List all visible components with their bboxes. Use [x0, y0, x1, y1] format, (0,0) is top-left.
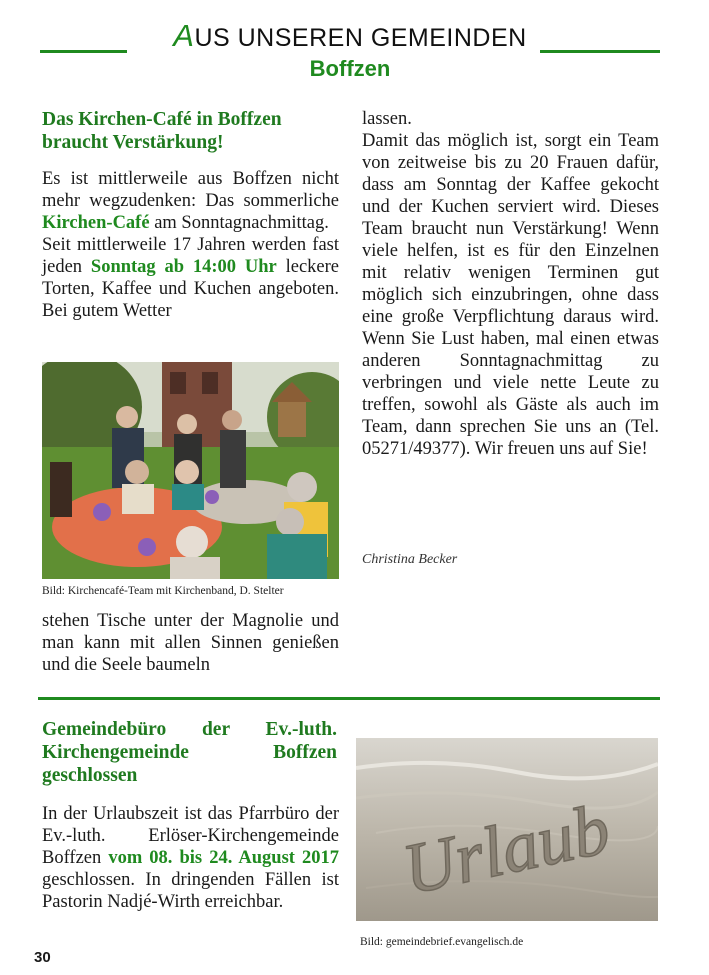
kirchencafe-illustration: [42, 362, 339, 579]
article1-left-column-continued: [42, 610, 339, 676]
article1-paragraph-5: Damit das möglich ist, sorgt ein Team von zeitweise bis zu 20 Frauen dafür, dass am Sonntag der Kaffee gekocht und der Kuchen serviert wird. Dieses Team braucht nun Verstärkung! Wenn viele helfen, ist es für den Einzelnen mit relativ wenigen Terminen gut möglich sich einzubringen, ohne dass eine große Verpflichtung daraus wird. Wenn Sie Lust haben, mal einen etwas anderen Sonntagnachmittag zu verbringen und viele nette Leute zu treffen, sowohl als Gäste als auch im Team, dann sprechen Sie uns an (Tel. 05271/49377). Wir freuen uns auf Sie!: [362, 131, 659, 459]
article1-paragraph-1: Es ist mittlerweile aus Boffzen nicht mehr wegzudenken: Das sommerliche Kirchen-Café am Sonntagnachmittag.: [42, 169, 339, 233]
kirchencafe-photo-caption: Bild: Kirchencafé-Team mit Kirchenband, D. Stelter: [42, 585, 284, 597]
article1-paragraph-3: stehen Tische unter der Magnolie und man kann mit allen Sinnen genießen und die Seele baumeln: [42, 611, 339, 675]
article1-paragraph-4: lassen.: [362, 109, 412, 129]
article1-heading: Das Kirchen-Café in Boffzen braucht Verstärkung!: [42, 109, 282, 153]
article2-heading: Gemeindebüro der Ev.-luth. Kirchengemeinde Boffzen geschlossen: [42, 719, 337, 786]
kirchencafe-photo: [42, 362, 339, 579]
article1-paragraph-2: Seit mittlerweile 17 Jahren werden fast jeden Sonntag ab 14:00 Uhr leckere Torten, Kaffee und Kuchen angeboten. Bei gutem Wetter: [42, 235, 339, 321]
header-rule-right: [540, 50, 660, 53]
article1-right-column: [362, 108, 659, 460]
urlaub-sand-photo: [356, 738, 658, 921]
article2-paragraph: In der Urlaubszeit ist das Pfarrbüro der Ev.-luth. Erlöser-Kirchengemeinde Boffzen vom 08. bis 24. August 2017 geschlossen. In dringenden Fällen ist Pastorin Nadjé-Wirth erreichbar.: [42, 804, 339, 912]
article2-left-column: [42, 718, 339, 913]
urlaub-photo-caption: Bild: gemeindebrief.evangelisch.de: [360, 936, 524, 948]
article1-signature: Christina Becker: [362, 552, 458, 567]
urlaub-sand-illustration: [356, 738, 658, 921]
section-divider: [38, 697, 660, 700]
article1-left-column: [42, 108, 339, 322]
urlaub-sand-text: Urlaub: [396, 788, 617, 910]
page-number: 30: [34, 949, 51, 966]
section-subtitle: Boffzen: [309, 56, 391, 81]
section-title: AUS UNSEREN GEMEINDEN: [173, 18, 527, 53]
header-rule-left: [40, 50, 127, 53]
